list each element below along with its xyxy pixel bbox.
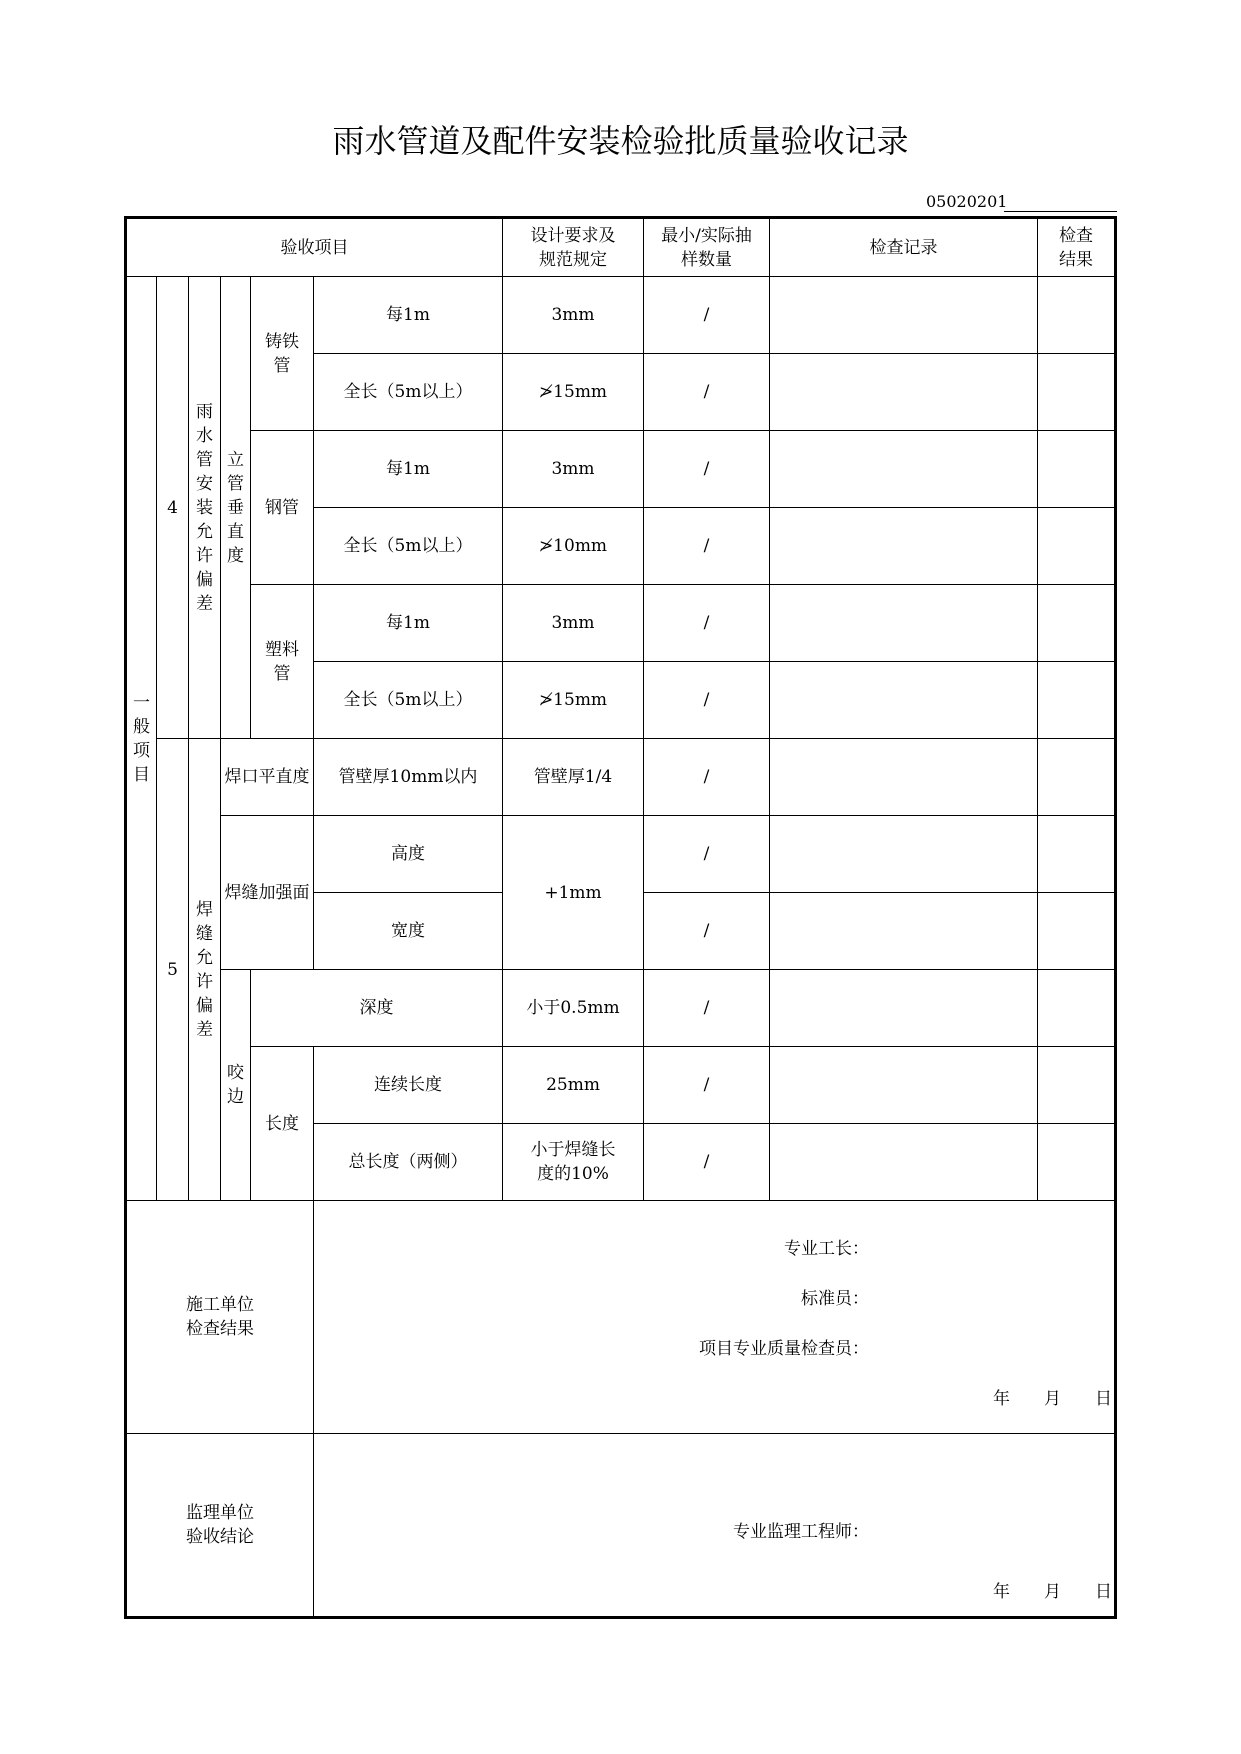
undercut-label: 咬边 (221, 970, 251, 1201)
record-cell[interactable] (770, 970, 1038, 1047)
sample-count: / (644, 1047, 770, 1124)
group-name: 雨水管安装允许偏差 (189, 277, 221, 739)
sample-count: / (644, 739, 770, 816)
sample-count: / (644, 277, 770, 354)
record-cell[interactable] (770, 431, 1038, 508)
design-req: +1mm (503, 816, 644, 970)
result-cell[interactable] (1038, 585, 1116, 662)
sample-count: / (644, 893, 770, 970)
check-item: 高度 (314, 816, 503, 893)
table-row (126, 970, 1116, 1047)
record-cell[interactable] (770, 739, 1038, 816)
length-label: 长度 (251, 1047, 314, 1201)
table-row (126, 277, 1116, 354)
section-general: 一般项目 (126, 277, 157, 1201)
sample-count: / (644, 508, 770, 585)
form-code-underline (1004, 211, 1117, 212)
construction-row (126, 1201, 1116, 1434)
header-sample: 最小/实际抽样数量 (644, 218, 770, 277)
form-code: 05020201 (926, 192, 1008, 211)
group-number: 5 (157, 739, 189, 1201)
check-item: 连续长度 (314, 1047, 503, 1124)
foreman-label: 专业工长： (784, 1239, 869, 1259)
table-row (126, 431, 1116, 508)
sample-count: / (644, 970, 770, 1047)
check-item: 深度 (251, 970, 503, 1047)
material-label: 铸铁管 (251, 277, 314, 431)
design-req: 管壁厚1/4 (503, 739, 644, 816)
sample-count: / (644, 816, 770, 893)
check-item: 每1m (314, 431, 503, 508)
header-result: 检查结果 (1038, 218, 1116, 277)
check-item: 全长（5m以上） (314, 508, 503, 585)
result-cell[interactable] (1038, 354, 1116, 431)
supervision-sign-area[interactable] (314, 1434, 1116, 1618)
design-req: ≯15mm (503, 662, 644, 739)
construction-label: 施工单位检查结果 (126, 1201, 314, 1434)
supervision-row (126, 1434, 1116, 1618)
result-cell[interactable] (1038, 1124, 1116, 1201)
standard-label: 标准员： (801, 1289, 869, 1309)
check-item: 管壁厚10mm以内 (314, 739, 503, 816)
sample-count: / (644, 585, 770, 662)
design-req: ≯10mm (503, 508, 644, 585)
check-item: 全长（5m以上） (314, 662, 503, 739)
supervision-label: 监理单位验收结论 (126, 1434, 314, 1618)
result-cell[interactable] (1038, 739, 1116, 816)
page-title: 雨水管道及配件安装检验批质量验收记录 (332, 122, 909, 160)
flatness-label: 焊口平直度 (221, 739, 314, 816)
result-cell[interactable] (1038, 431, 1116, 508)
design-req: 3mm (503, 431, 644, 508)
sample-count: / (644, 662, 770, 739)
table-row (126, 585, 1116, 662)
record-cell[interactable] (770, 1047, 1038, 1124)
inspection-table (124, 216, 1117, 1619)
result-cell[interactable] (1038, 893, 1116, 970)
sub-item: 立管垂直度 (221, 277, 251, 739)
check-item: 每1m (314, 277, 503, 354)
result-cell[interactable] (1038, 508, 1116, 585)
group-number: 4 (157, 277, 189, 739)
check-item: 宽度 (314, 893, 503, 970)
record-cell[interactable] (770, 277, 1038, 354)
reinforce-label: 焊缝加强面 (221, 816, 314, 970)
check-item: 全长（5m以上） (314, 354, 503, 431)
design-req: 25mm (503, 1047, 644, 1124)
sample-count: / (644, 1124, 770, 1201)
header-record: 检查记录 (770, 218, 1038, 277)
sample-count: / (644, 431, 770, 508)
table-row (126, 1047, 1116, 1124)
material-label: 钢管 (251, 431, 314, 585)
design-req: 3mm (503, 585, 644, 662)
result-cell[interactable] (1038, 1047, 1116, 1124)
record-cell[interactable] (770, 354, 1038, 431)
check-item: 总长度（两侧） (314, 1124, 503, 1201)
material-label: 塑料管 (251, 585, 314, 739)
header-row (126, 218, 1116, 277)
table-row (126, 739, 1116, 816)
record-cell[interactable] (770, 893, 1038, 970)
supervision-date: 年 月 日 (993, 1582, 1112, 1602)
record-cell[interactable] (770, 585, 1038, 662)
table-row (126, 816, 1116, 893)
design-req: 小于焊缝长度的10% (503, 1124, 644, 1201)
record-cell[interactable] (770, 508, 1038, 585)
construction-date: 年 月 日 (993, 1389, 1112, 1409)
record-cell[interactable] (770, 816, 1038, 893)
record-cell[interactable] (770, 662, 1038, 739)
record-cell[interactable] (770, 1124, 1038, 1201)
result-cell[interactable] (1038, 662, 1116, 739)
design-req: ≯15mm (503, 354, 644, 431)
design-req: 3mm (503, 277, 644, 354)
design-req: 小于0.5mm (503, 970, 644, 1047)
result-cell[interactable] (1038, 277, 1116, 354)
sample-count: / (644, 354, 770, 431)
result-cell[interactable] (1038, 816, 1116, 893)
check-item: 每1m (314, 585, 503, 662)
group-name: 焊缝允许偏差 (189, 739, 221, 1201)
inspector-label: 项目专业质量检查员： (699, 1339, 869, 1359)
header-item: 验收项目 (126, 218, 503, 277)
engineer-label: 专业监理工程师： (733, 1522, 869, 1542)
construction-sign-area[interactable] (314, 1201, 1116, 1434)
result-cell[interactable] (1038, 970, 1116, 1047)
header-design-req: 设计要求及规范规定 (503, 218, 644, 277)
